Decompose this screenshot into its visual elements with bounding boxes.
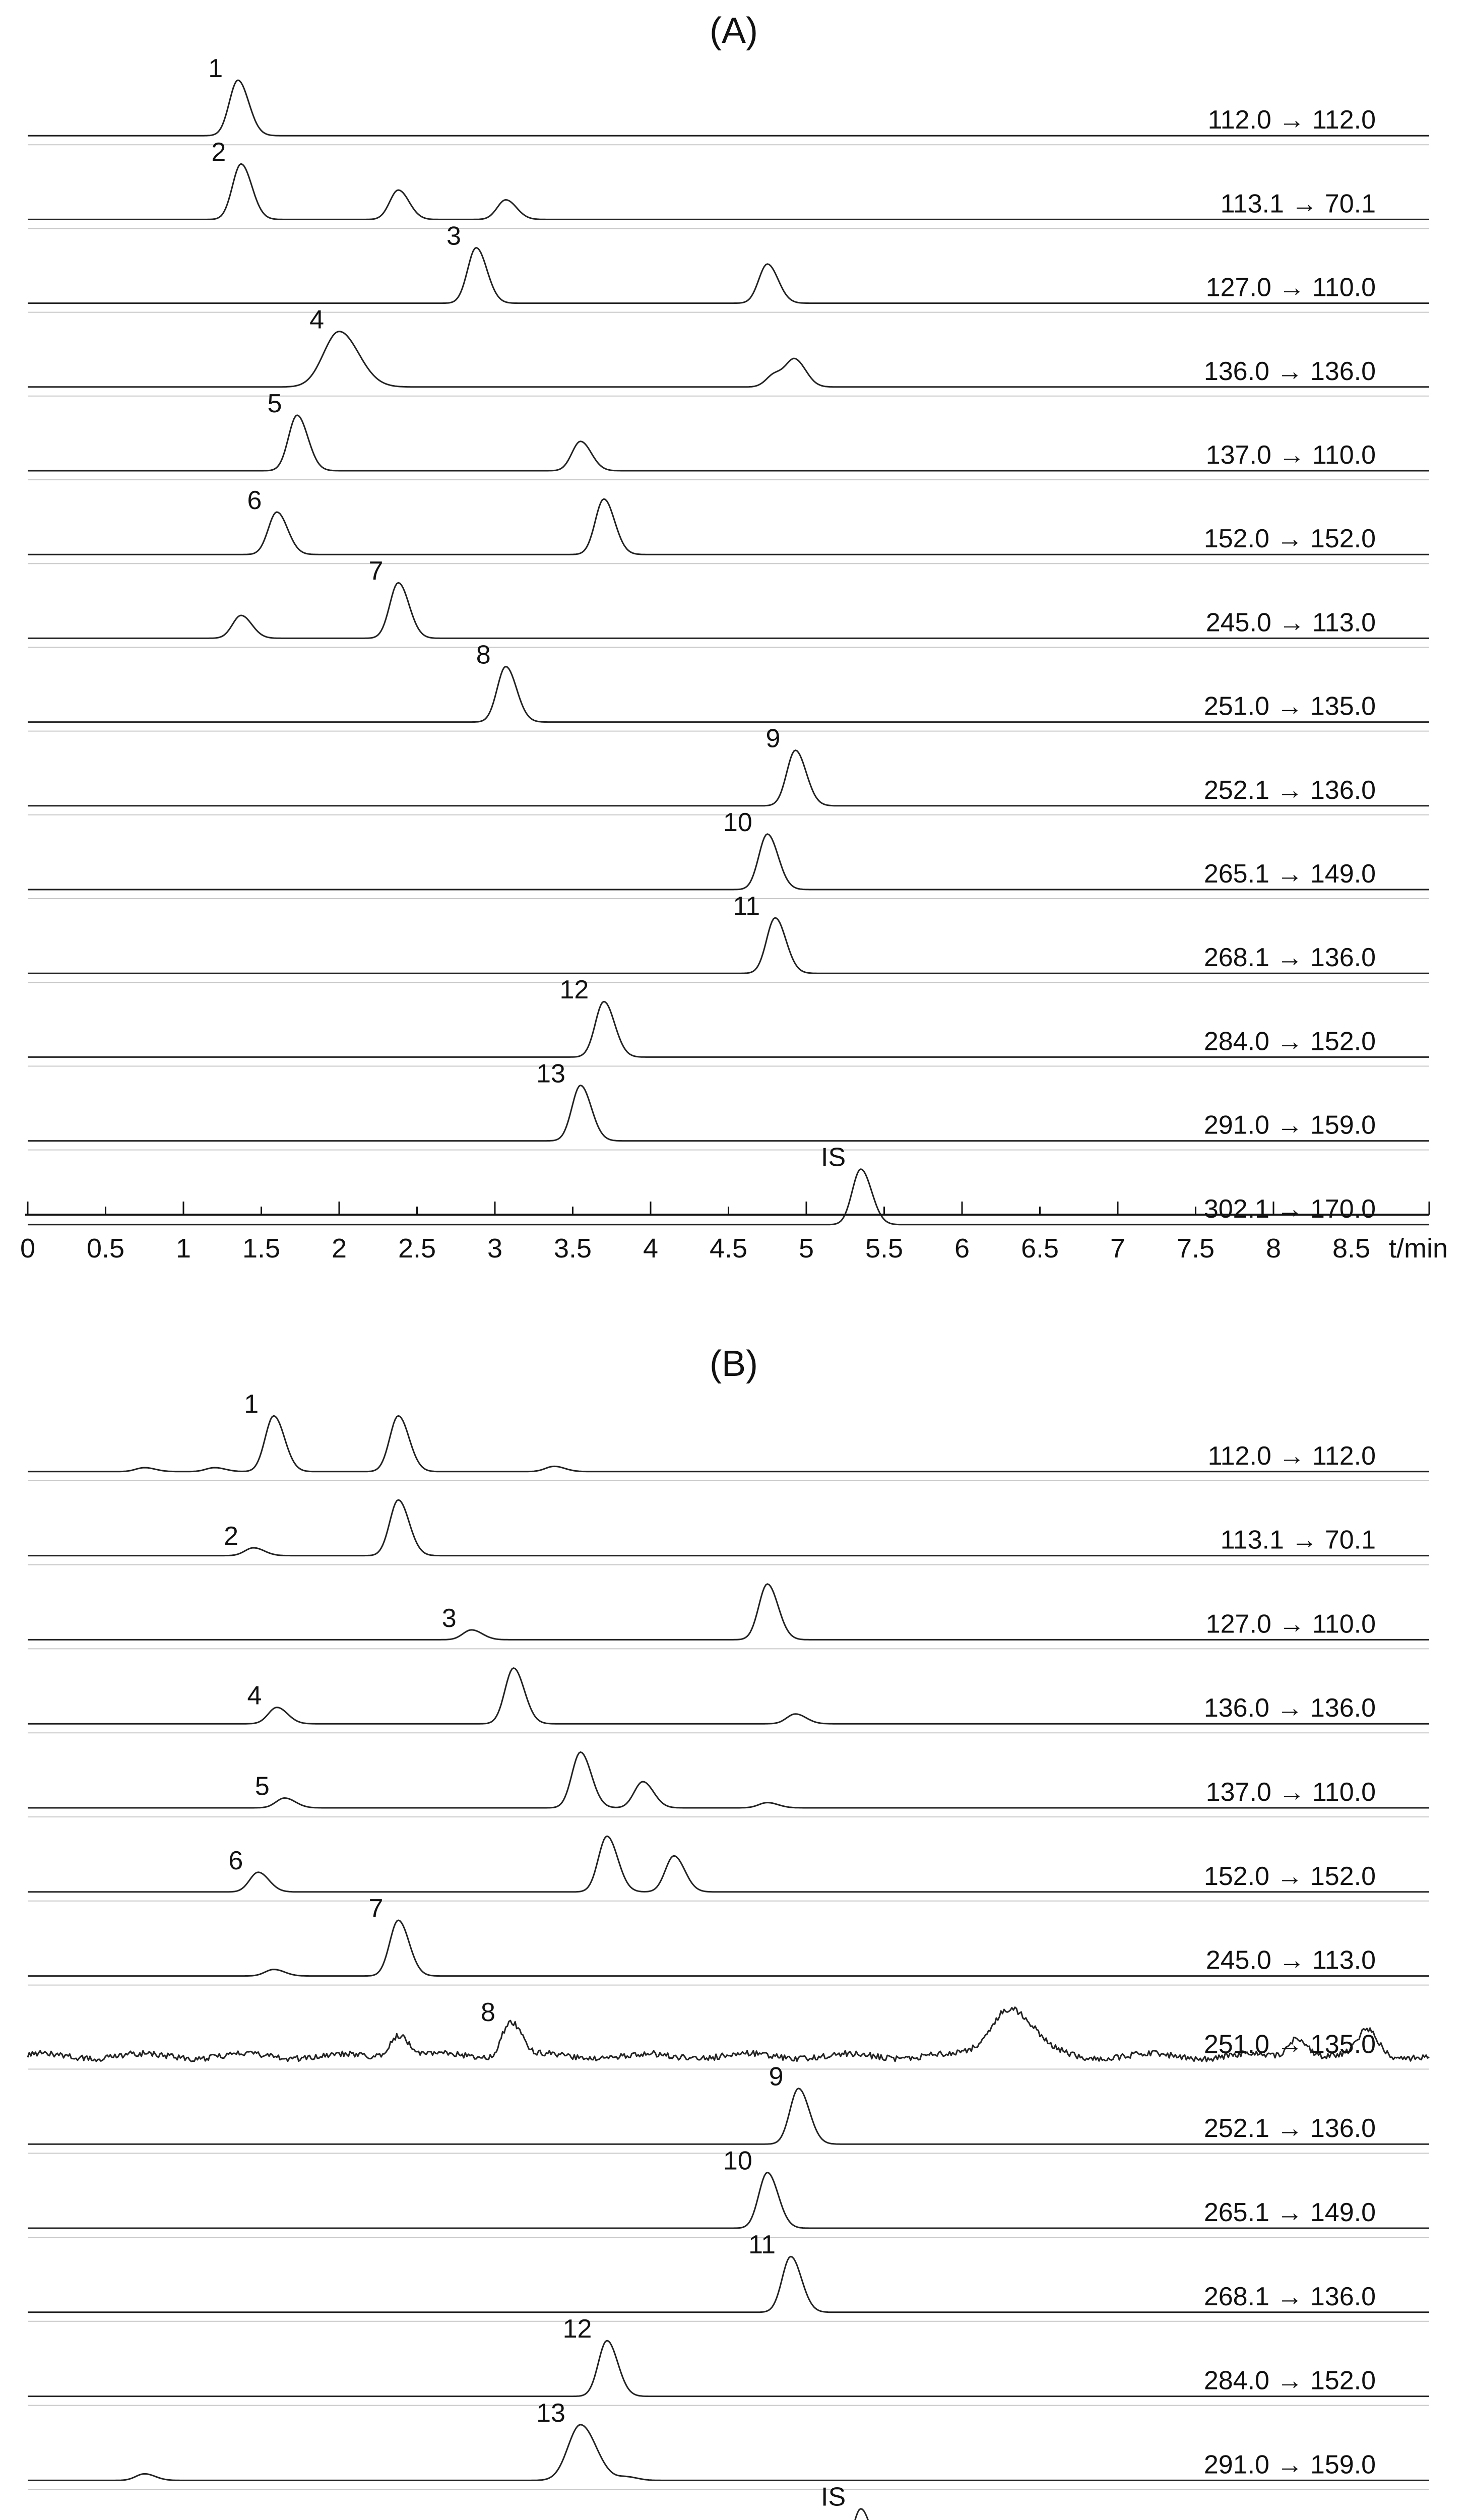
transition-label: 152.0 → 152.0 xyxy=(1203,524,1376,554)
peak-label: 7 xyxy=(368,1894,384,1924)
x-tick-label: 0.5 xyxy=(86,1233,125,1264)
peak-label: 12 xyxy=(559,975,589,1005)
transition-label: 265.1 → 149.0 xyxy=(1203,859,1376,889)
transition-label: 302.1 → 170.0 xyxy=(1203,1194,1376,1224)
transition-label: 136.0 → 136.0 xyxy=(1203,356,1376,386)
x-tick-label: 2 xyxy=(331,1233,347,1264)
transition-label: 127.0 → 110.0 xyxy=(1205,273,1376,302)
panel-title: (A) xyxy=(710,11,758,51)
x-tick-label: 2.5 xyxy=(398,1233,436,1264)
x-tick-label: 4.5 xyxy=(709,1233,748,1264)
transition-label: 251.0 → 135.0 xyxy=(1203,691,1376,721)
peak-label: 4 xyxy=(247,1681,262,1711)
transition-label: 268.1 → 136.0 xyxy=(1203,2282,1376,2311)
x-tick-label: 5 xyxy=(798,1233,814,1264)
x-tick-label: 7.5 xyxy=(1176,1233,1215,1264)
peak-label: 13 xyxy=(536,1059,565,1089)
peak-label: 4 xyxy=(309,305,324,335)
peak-label: 10 xyxy=(723,807,752,837)
x-tick-label: 1 xyxy=(175,1233,192,1264)
panel-title: (B) xyxy=(710,1344,758,1384)
peak-label: 7 xyxy=(368,556,384,586)
peak-label: 10 xyxy=(723,2146,752,2176)
peak-label: 1 xyxy=(244,1390,259,1419)
peak-label: 6 xyxy=(247,485,262,515)
peak-label: 9 xyxy=(769,2062,784,2092)
x-tick-label: 0 xyxy=(20,1233,36,1264)
transition-label: 112.0 → 112.0 xyxy=(1207,1441,1376,1471)
transition-label: 252.1 → 136.0 xyxy=(1203,775,1376,805)
peak-label: 8 xyxy=(480,1997,495,2027)
peak-label: IS xyxy=(821,2482,846,2512)
peak-label: 11 xyxy=(748,2230,776,2260)
transition-label: 152.0 → 152.0 xyxy=(1203,1861,1376,1891)
x-tick-label: 7 xyxy=(1110,1233,1126,1264)
x-tick-label: 8.5 xyxy=(1332,1233,1371,1264)
peak-label: 3 xyxy=(441,1603,457,1633)
transition-label: 112.0 → 112.0 xyxy=(1207,105,1376,135)
x-tick-label: 1.5 xyxy=(242,1233,281,1264)
x-tick-label: 5.5 xyxy=(865,1233,904,1264)
x-tick-label: 8 xyxy=(1265,1233,1282,1264)
panel-a xyxy=(20,11,1448,1264)
transition-label: 251.0 → 135.0 xyxy=(1203,2030,1376,2059)
panel-b xyxy=(20,1344,1448,2520)
peak-label: 1 xyxy=(208,54,223,84)
transition-label: 113.1 → 70.1 xyxy=(1220,1525,1376,1555)
chromatogram-trace xyxy=(28,164,1429,219)
transition-label: 265.1 → 149.0 xyxy=(1203,2198,1376,2227)
transition-label: 136.0 → 136.0 xyxy=(1203,1693,1376,1723)
transition-label: 268.1 → 136.0 xyxy=(1203,943,1376,973)
peak-label: 2 xyxy=(211,138,226,167)
chromatogram-trace xyxy=(28,2509,1429,2520)
transition-label: 291.0 → 159.0 xyxy=(1203,2450,1376,2480)
peak-label: 12 xyxy=(562,2314,592,2344)
peak-label: 5 xyxy=(267,389,282,418)
x-tick-label: 3 xyxy=(487,1233,503,1264)
x-tick-label: 4 xyxy=(643,1233,659,1264)
transition-label: 252.1 → 136.0 xyxy=(1203,2114,1376,2144)
transition-label: 113.1 → 70.1 xyxy=(1220,189,1376,219)
peak-label: 3 xyxy=(446,221,461,251)
transition-label: 284.0 → 152.0 xyxy=(1203,1027,1376,1056)
transition-label: 245.0 → 113.0 xyxy=(1205,1945,1376,1975)
peak-label: 13 xyxy=(536,2398,565,2428)
x-tick-label: 6.5 xyxy=(1020,1233,1059,1264)
transition-label: 127.0 → 110.0 xyxy=(1205,1609,1376,1639)
peak-label: 6 xyxy=(228,1846,243,1875)
transition-label: 291.0 → 159.0 xyxy=(1203,1110,1376,1140)
peak-label: 5 xyxy=(254,1772,270,1801)
peak-label: 8 xyxy=(476,640,491,670)
transition-label: 137.0 → 110.0 xyxy=(1205,1778,1376,1807)
peak-label: 9 xyxy=(765,724,781,753)
x-tick-label: 6 xyxy=(954,1233,970,1264)
transition-label: 137.0 → 110.0 xyxy=(1205,440,1376,470)
peak-label: 11 xyxy=(733,892,760,921)
transition-label: 284.0 → 152.0 xyxy=(1203,2366,1376,2396)
x-tick-label: 3.5 xyxy=(553,1233,592,1264)
peak-label: IS xyxy=(821,1143,846,1172)
transition-label: 245.0 → 113.0 xyxy=(1205,608,1376,638)
x-axis-label: t/min xyxy=(1389,1233,1448,1264)
peak-label: 2 xyxy=(224,1521,239,1551)
